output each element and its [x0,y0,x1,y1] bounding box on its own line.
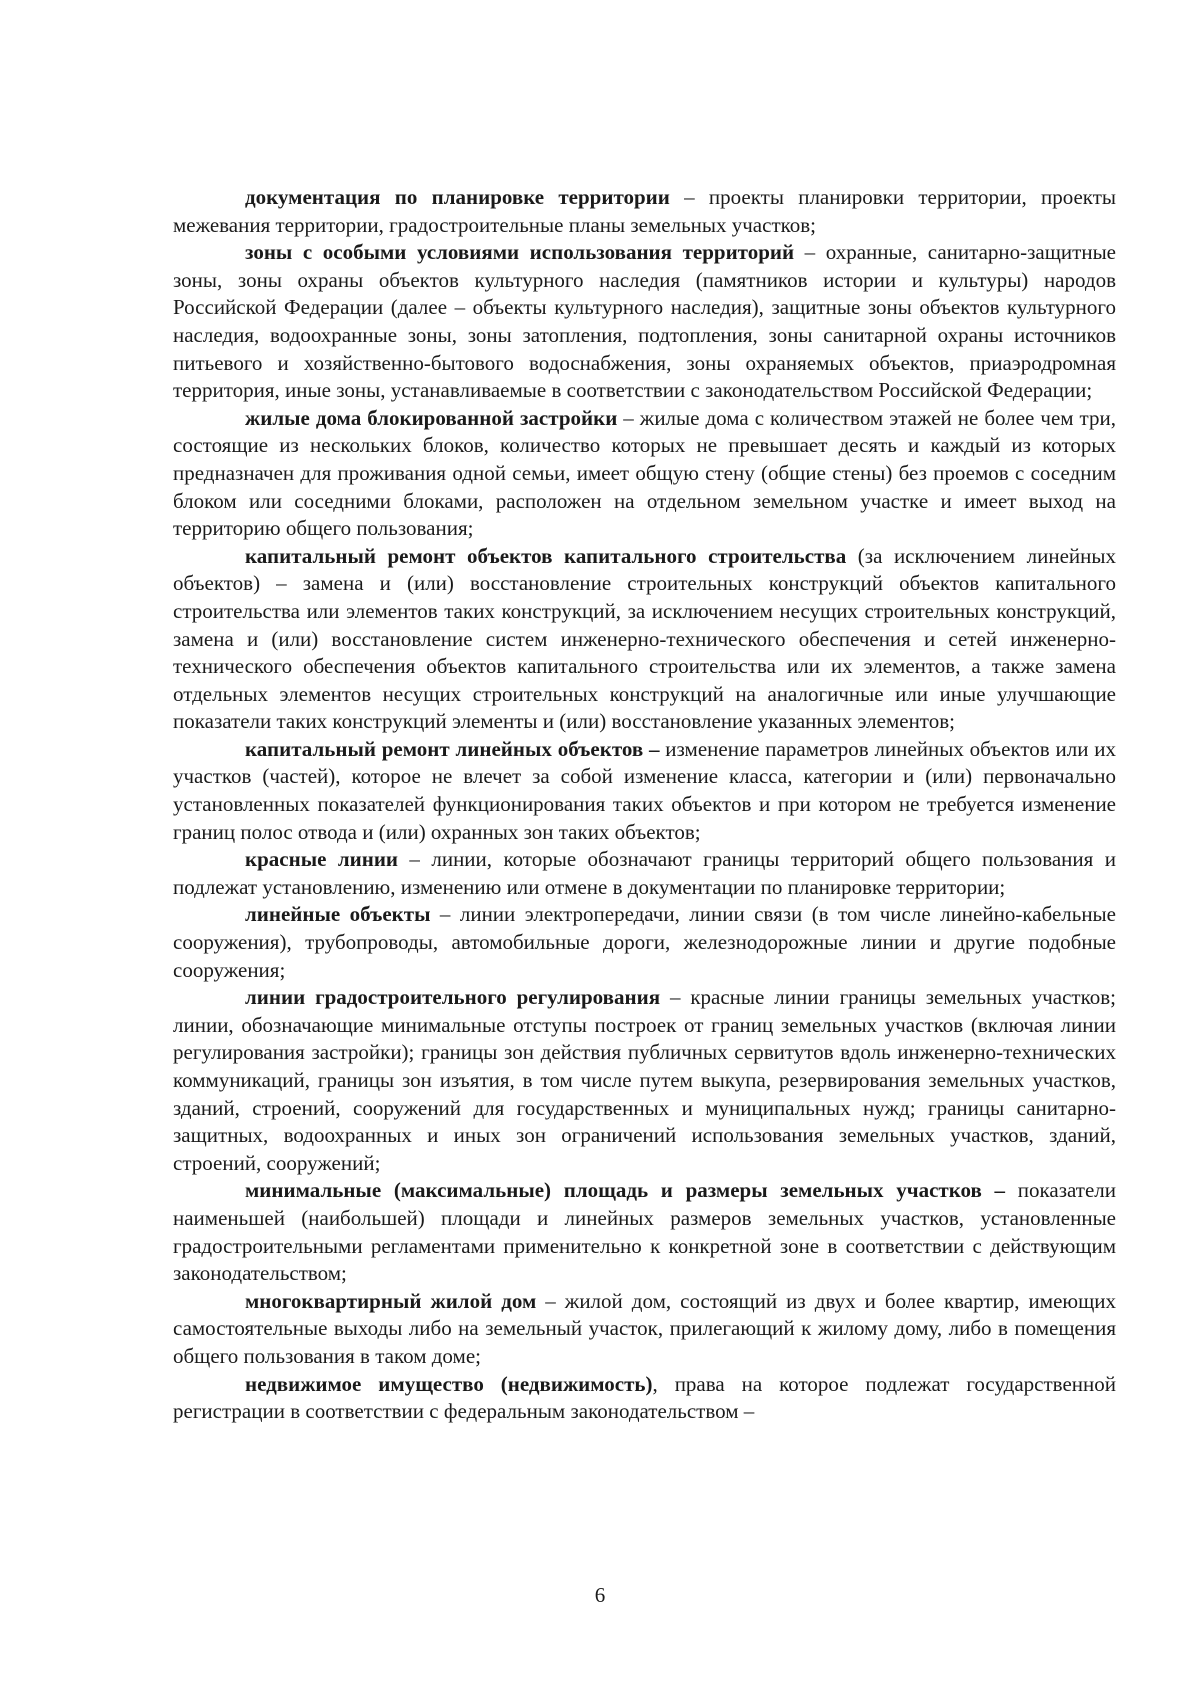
page-number: 6 [594,1583,606,1607]
definition-text: показатели наименьшей (наибольшей) площади и линейных размеров земельных участков, установленные градостроительными регламентами применительно к конкретной зоне в соответствии с действующим законодательством; [173,1178,1116,1286]
definition-paragraph [173,901,1116,984]
definition-paragraph [173,184,1116,239]
definition-term: красные линии [245,847,399,872]
definition-text: , права на которое подлежат государственной регистрации в соответствии с федеральным законодательством – [173,1371,1116,1424]
definition-text: – красные линии границы земельных участков; линии, обозначающие минимальные отступы построек от границ земельных участков (включая линии регулирования застройки); границы зон действия публичных сервитутов вдоль инженерно-технических коммуникаций, границы зон изъятия, в том числе путем выкупа, резервирования земельных участков, зданий, строений, сооружений для государственных и муниципальных нужд; границы санитарно-защитных, водоохранных и иных зон ограничений использования земельных участков, зданий, строений, сооружений; [173,985,1116,1175]
definition-text: – линии, которые обозначают границы территорий общего пользования и подлежат установлению, изменению или отмене в документации по планировке территории; [173,847,1116,899]
definition-paragraph [173,984,1116,1177]
definition-text: изменение параметров линейных объектов или их участков (частей), которое не влечет за собой изменение класса, категории и (или) первоначально установленных показателей функционирования таких объектов и при котором не требуется изменение границ полос отвода и (или) охранных зон таких объектов; [173,736,1117,844]
definition-term: жилые дома блокированной застройки [245,405,618,430]
definition-paragraph [173,1177,1116,1287]
definition-term: документация по планировке территории [245,185,670,209]
definition-text: (за исключением линейных объектов) – замена и (или) восстановление строительных конструкций объектов капитального строительства или элементов таких конструкций, за исключением несущих строительных конструкций, замена и (или) восстановление систем инженерно-технического обеспечения и сетей инженерно-технического обеспечения объектов капитального строительства или их элементов, а также замена отдельных элементов несущих строительных конструкций на аналогичные или иные улучшающие показатели таких конструкций элементы и (или) восстановление указанных элементов; [173,543,1116,734]
definition-paragraph [173,1288,1116,1371]
definitions-list [173,184,1116,1426]
definition-term: капитальный ремонт объектов капитального строительства [245,543,847,568]
definition-term: линейные объекты [245,902,431,927]
definition-paragraph [173,239,1116,405]
definition-paragraph [173,543,1116,736]
definition-paragraph [173,405,1116,543]
definition-paragraph [173,736,1116,846]
definition-term: минимальные (максимальные) площадь и размеры земельных участков – [245,1178,1006,1203]
definition-term: многоквартирный жилой дом [245,1288,537,1313]
definition-text: – жилой дом, состоящий из двух и более квартир, имеющих самостоятельные выходы либо на земельный участок, прилегающий к жилому дому, либо в помещения общего пользования в таком доме; [173,1288,1116,1368]
definition-text: – жилые дома с количеством этажей не более чем три, состоящие из нескольких блоков, количество которых не превышает десять и каждый из которых предназначен для проживания одной семьи, имеет общую стену (общие стены) без проемов с соседним блоком или соседними блоками, расположен на отдельном земельном участке и имеет выход на территорию общего пользования; [173,405,1116,541]
definition-paragraph [173,846,1116,901]
definition-term: недвижимое имущество (недвижимость) [245,1371,653,1396]
definition-text: – проекты планировки территории, проекты межевания территории, градостроительные планы земельных участков; [173,185,1116,237]
definition-term: линии градостроительного регулирования [245,985,661,1010]
definition-text: – линии электропередачи, линии связи (в том числе линейно-кабельные сооружения), трубопроводы, автомобильные дороги, железнодорожные линии и другие подобные сооружения; [173,902,1116,982]
definition-paragraph [173,1371,1116,1426]
definition-term: капитальный ремонт линейных объектов – [245,736,660,761]
definition-text: – охранные, санитарно-защитные зоны, зоны охраны объектов культурного наследия (памятников истории и культуры) народов Российской Федерации (далее – объекты культурного наследия), защитные зоны объектов культурного наследия, водоохранные зоны, зоны затопления, подтопления, зоны санитарной охраны источников питьевого и хозяйственно-бытового водоснабжения, зоны охраняемых объектов, приаэродромная территория, иные зоны, устанавливаемые в соответствии с законодательством Российской Федерации; [173,240,1116,403]
definition-term: зоны с особыми условиями использования территорий [245,240,795,265]
